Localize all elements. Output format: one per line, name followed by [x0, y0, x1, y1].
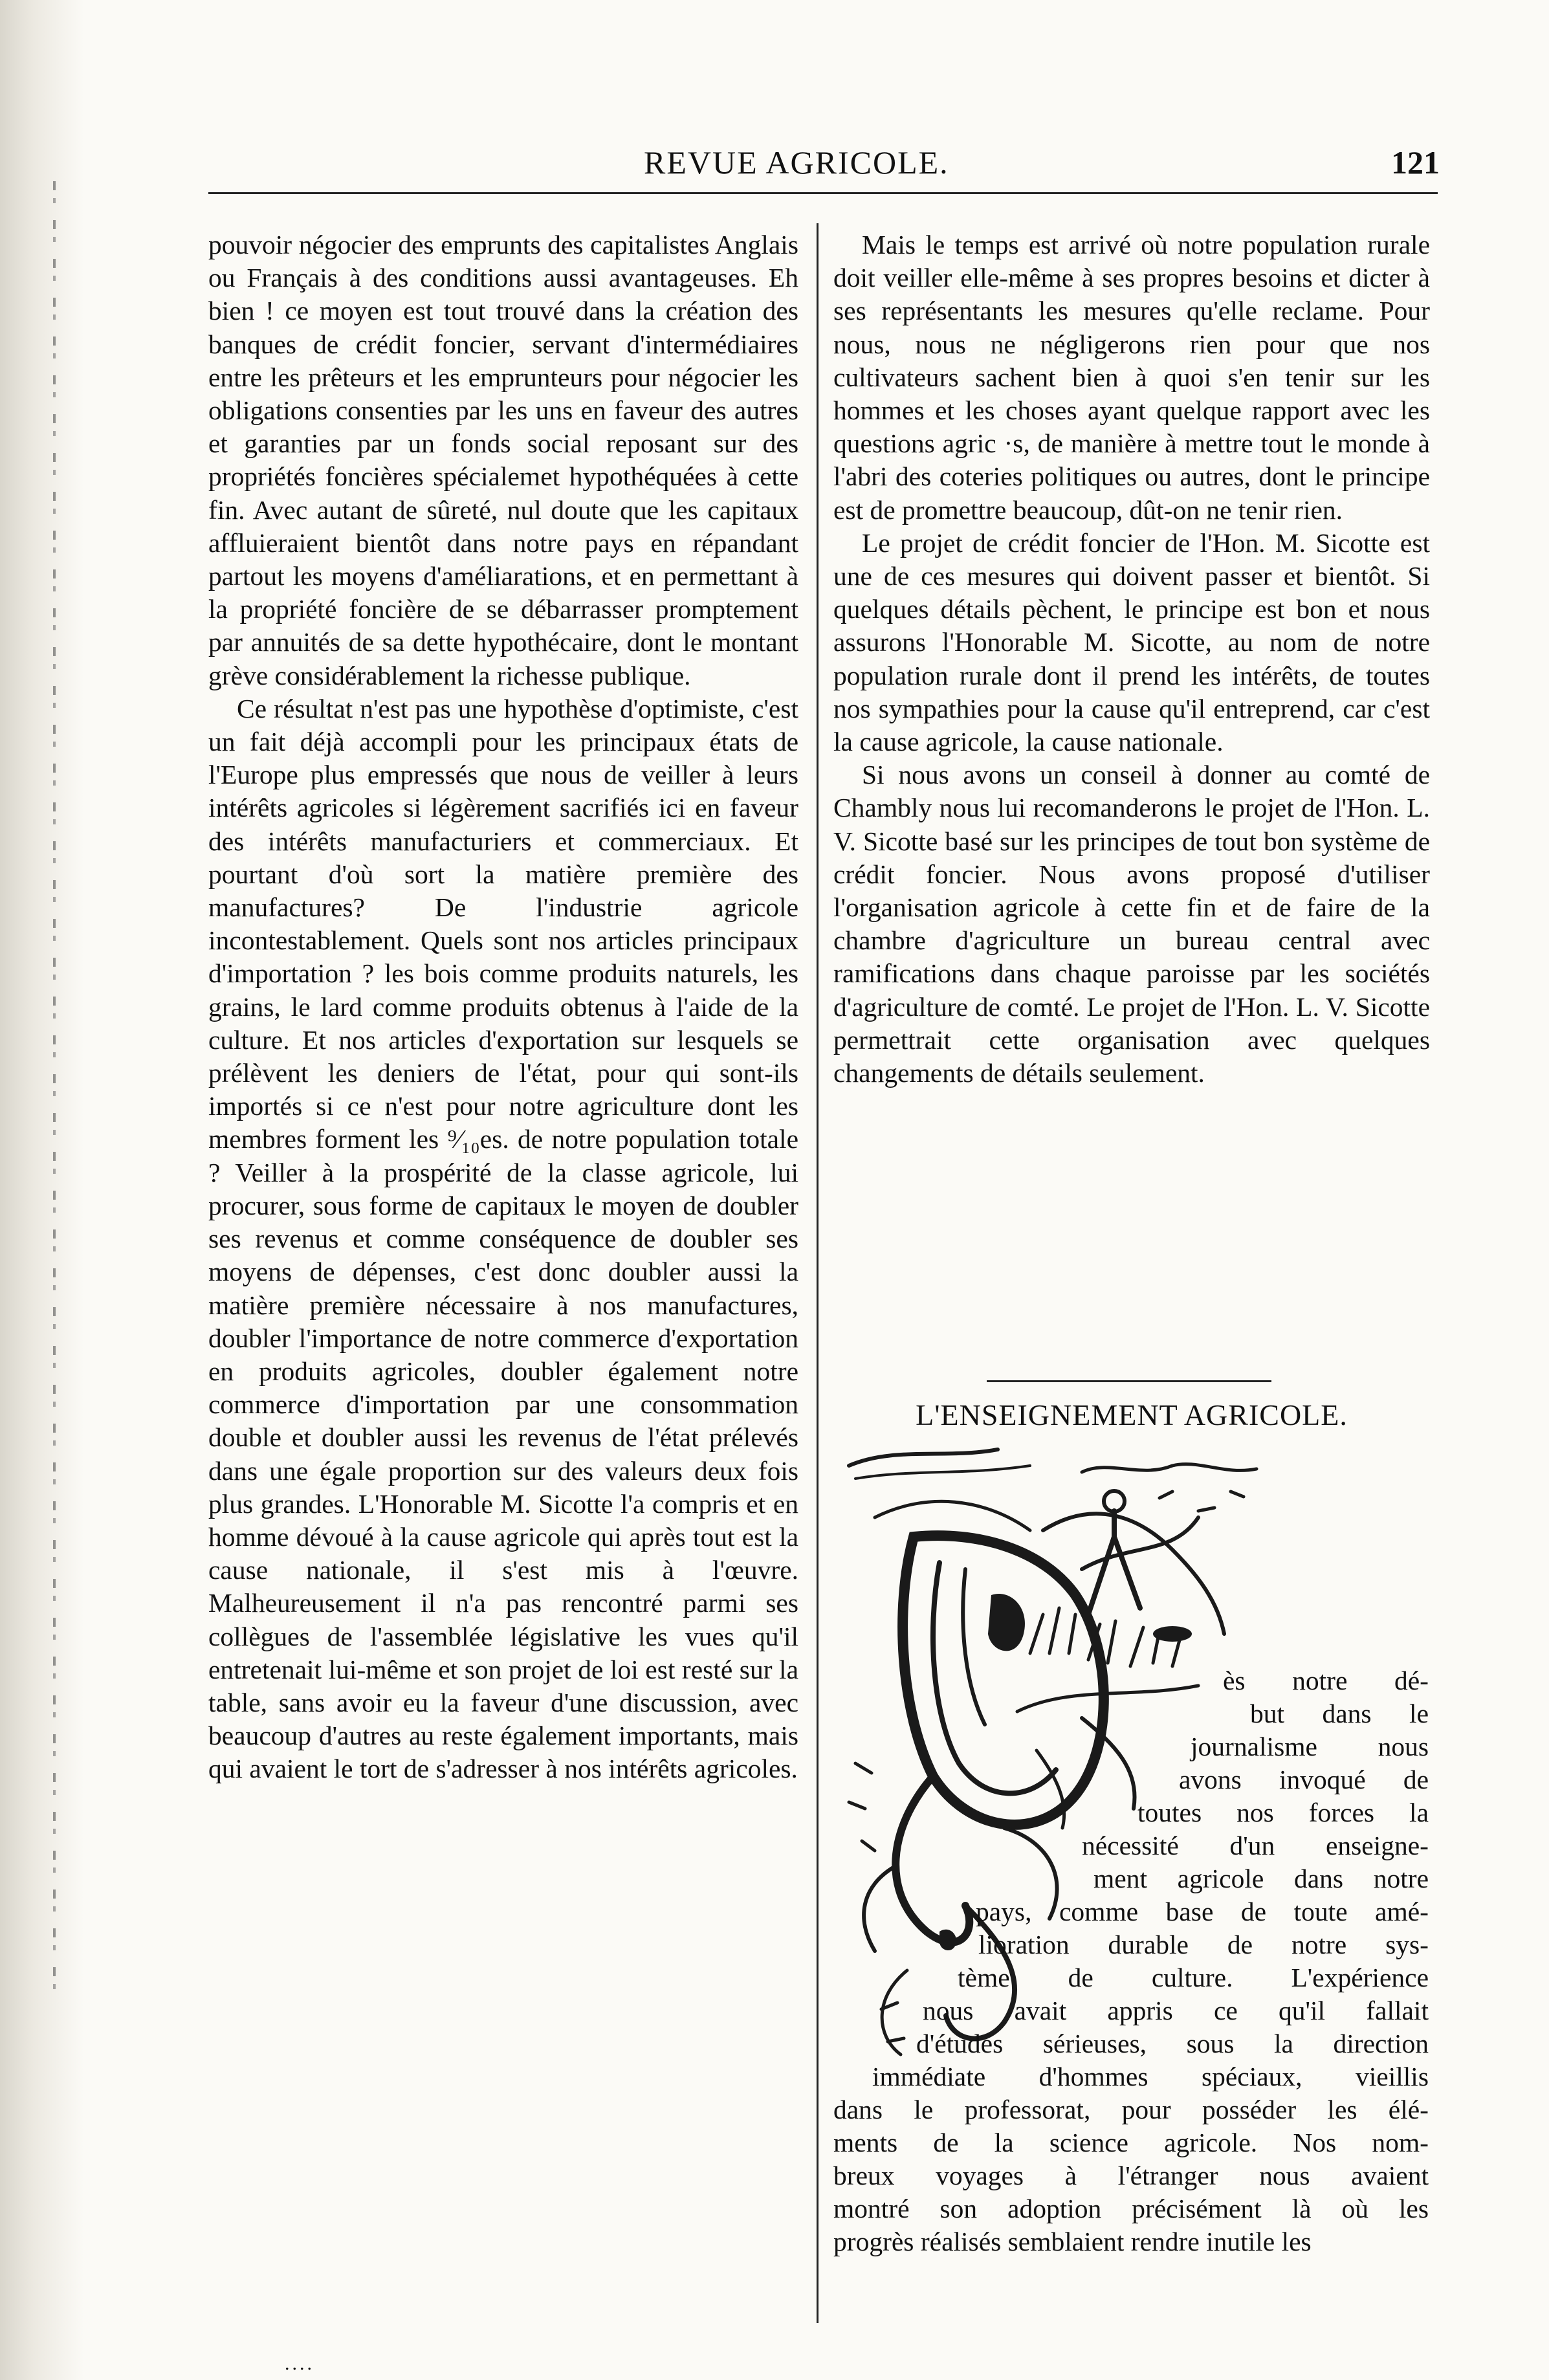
wrapped-line-3: journalisme nous	[1191, 1732, 1429, 1761]
left-paragraph-2: Ce résultat n'est pas une hypothèse d'optimiste, c'est un fait déjà accompli pour les principaux états de l'Europe plus empressés que nous de veiller à leurs intérêts agricoles si légèrement sacrifiés ici en faveur des intérêts manufacturiers et commerciaux. Et pourtant d'où sort la matière première des manufactures? De l'industrie agricole incontestablement. Quels sont nos articles principaux d'importation ? les bois comme produits naturels, les grains, le lard comme produits obtenus à l'aide de la culture. Et nos articles d'exportation sur lesquels se prélèvent les deniers de l'état, pour qui sont-ils importés si ce n'est pour notre agriculture dont les membres forment les ⁹⁄₁₀es. de notre population totale ? Veiller à la prospérité de la classe agricole, lui procurer, sous forme de capitaux le moyen de doubler ses revenus et comme conséquence de doubler ses moyens de dépenses, c'est donc doubler aussi la matière première nécessaire à nos manufactures, doubler l'importance de notre commerce d'exportation en produits agricoles, doubler également notre commerce d'importation par une consommation double et doubler aussi les revenus de l'état prélevés dans une égale proportion sur des valeurs deux fois plus grandes. L'Honorable M. Sicotte l'a compris et en homme dévoué à la cause agricole qui après tout est la cause nationale, il s'est mis à l'œuvre. Malheureusement il n'a pas rencontré parmi ses collègues de l'assemblée législative les vues qu'il entretenait lui-même et son projet de loi est resté sur la table, sans avoir eu la faveur d'une discussion, avec beaucoup d'autres au reste également importants, mais qui avaient le tort de s'adresser à nos intérêts agricoles.	[208, 693, 798, 1784]
wrapped-line-13: immédiate d'hommes spéciaux, vieillis	[872, 2062, 1429, 2091]
right-paragraph-1: Mais le temps est arrivé où notre population rurale doit veiller elle-même à ses propres besoins et dicter à ses représentants les mesures qu'elle reclame. Pour nous, nous ne négligerons rien pour que nos cultivateurs sachent bien à quoi s'en tenir sur les hommes et les choses ayant quelque rapport avec les questions agric ·s, de manière à mettre tout le monde à l'abri des coteries politiques ou autres, dont le principe est de promettre beaucoup, dût-on ne tenir rien.	[833, 230, 1430, 525]
wrapped-line-15: ments de la science agricole. Nos nom-	[833, 2128, 1429, 2157]
wrapped-line-18: progrès réalisés semblaient rendre inutile les	[833, 2227, 1312, 2256]
wrapped-line-10: tème de culture. L'expérience	[958, 1963, 1429, 1992]
wrapped-line-8: pays, comme base de toute amé-	[976, 1897, 1429, 1926]
wrapped-line-5: toutes nos forces la	[1137, 1798, 1429, 1827]
section-rule	[987, 1380, 1271, 1382]
right-paragraph-3: Si nous avons un conseil à donner au comté de Chambly nous lui recomanderons le projet de l'Hon. L. V. Sicotte basé sur les principes de tout bon système de crédit foncier. Nous avons proposé d'utiliser l'organisation agricole à cette fin et de faire de la chambre d'agriculture un bureau central avec ramifications dans chaque paroisse par les sociétés d'agriculture de comté. Le projet de l'Hon. L. V. Sicotte permettrait cette organisation avec quelques changements de détails seulement.	[833, 760, 1430, 1088]
running-title: REVUE AGRICOLE.	[644, 144, 949, 181]
column-rule	[817, 223, 818, 2323]
wrapped-line-14: dans le professorat, pour posséder les élé-	[833, 2095, 1429, 2124]
wrapped-line-6: nécessité d'un enseigne-	[1082, 1831, 1429, 1860]
wrapped-line-2: but dans le	[1250, 1699, 1429, 1728]
wrapped-line-12: d'études sérieuses, sous la direction	[916, 2029, 1429, 2058]
binding-shadow	[0, 0, 84, 2380]
left-paragraph-1: pouvoir négocier des emprunts des capitalistes Anglais ou Français à des conditions aussi avantageuses. Eh bien ! ce moyen est tout trouvé dans la création des banques de crédit foncier, servant d'intermédiaires entre les prêteurs et les emprunteurs pour négocier les obligations consenties par les uns en faveur des autres et garanties par un fonds social reposant sur des propriétés foncières spécialemet hypothéquées à cette fin. Avec autant de sûreté, nul doute que les capitaux affluieraient bientôt dans notre pays en répandant partout les moyens d'améliarations, et en permettant à la propriété foncière de se débarrasser promptement par annuités de sa dette hypothécaire, dont le montant grève considérablement la richesse publique.	[208, 230, 798, 690]
wrapped-line-17: montré son adoption précisément là où les	[833, 2194, 1429, 2223]
wrapped-line-11: nous avait appris ce qu'il fallait	[923, 1996, 1429, 2025]
wrapped-line-7: ment agricole dans notre	[1093, 1864, 1429, 1893]
right-paragraph-2: Le projet de crédit foncier de l'Hon. M. Sicotte est une de ces mesures qui doivent passer et bientôt. Si quelques détails pèchent, le principe est bon et nous assurons l'Honorable M. Sicotte, au nom de notre population rurale dont il prend les intérêts, de toutes nos sympathies pour la cause qu'il entreprend, car c'est la cause agricole, la cause nationale.	[833, 527, 1430, 757]
wrapped-line-4: avons invoqué de	[1179, 1765, 1429, 1794]
wrapped-line-9: lioration durable de notre sys-	[978, 1930, 1429, 1959]
wrapped-line-16: breux voyages à l'étranger nous avaient	[833, 2161, 1429, 2190]
right-column	[833, 228, 1430, 1090]
page-number: 121	[1391, 144, 1440, 181]
wrapped-line-1: ès notre dé-	[1223, 1666, 1429, 1695]
binding-edge	[53, 181, 56, 1993]
section-title: L'ENSEIGNEMENT AGRICOLE.	[916, 1398, 1348, 1431]
header-rule	[208, 192, 1438, 194]
footer-mark: ....	[285, 2353, 314, 2374]
left-column	[208, 228, 798, 1786]
